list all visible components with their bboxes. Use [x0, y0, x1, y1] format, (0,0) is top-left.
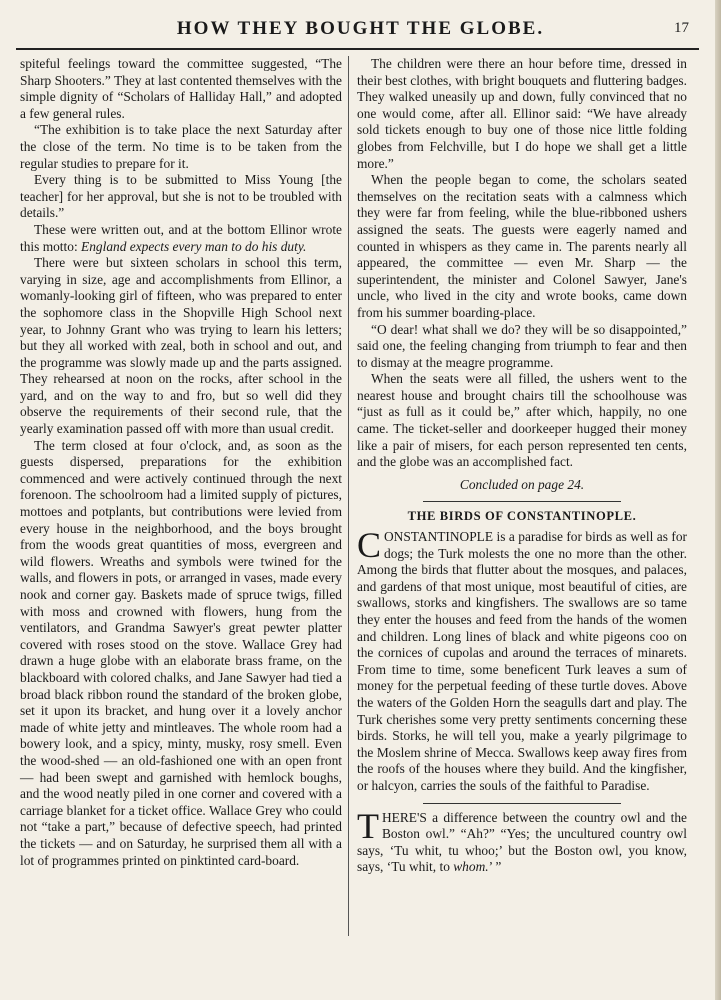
paragraph: When the seats were all filled, the ushers went to the nearest house and brought chairs till the schoolhouse was “just as full as it could be,” after which, happily, no one came. The ticket-seller and doorkeeper hugged their money like a pair of misers, for each person represented ten cents, and the globe was an accomplished fact. — [357, 371, 687, 470]
drop-cap: T — [357, 805, 379, 846]
paragraph: There were but sixteen scholars in school this term, varying in size, age and accomplishments from Ellinor, a womanly-looking girl of fifteen, who was prepared to enter the sophomore class in the Shopville High School next year, to Johnny Grant who was trying to learn his letters; but they all worked with zeal, both in school and out, and the programme was slowly made up and the parts assigned. They rehearsed at noon on the rocks, after school in the yard, and on the way to and fro, but so well did they observe the requirements of their second rule, that the yearly examination passed off with more than usual credit. — [20, 255, 342, 437]
right-column — [357, 56, 687, 876]
birds-article — [357, 525, 687, 795]
column-divider — [348, 56, 349, 936]
paragraph: The children were there an hour before time, dressed in their best clothes, with bright bouquets and fluttering badges. They walked uneasily up and down, fully convinced that no one would come, after all. Ellinor said: “We have already sold tickets enough to buy one of those nice little folding globes from Felchville, but I do hope we shall get a little more.” — [357, 56, 687, 171]
paragraph: When the people began to come, the scholars seated themselves on the recitation seats with a calmness which they were far from feeling, while the blue-ribboned ushers assigned the seats. The guests were eagerly named and counted in whispers as they came in. The parents nearly all appeared, the committee — even Mr. Sharp — the superintendent, the minister and Colonel Sawyer, Jane's uncle, who lived in the city and wrote books, came down from his summer boarding-place. — [357, 172, 687, 320]
page-header — [0, 18, 721, 46]
paragraph — [20, 222, 342, 255]
anecdote-text-end: ’ ” — [488, 859, 502, 875]
section-divider — [423, 501, 621, 502]
page-edge — [715, 0, 721, 1000]
continuation-note: Concluded on page 24. — [459, 476, 585, 492]
paragraph: Every thing is to be submitted to Miss Young [the teacher] for her approval, but she is not to be troubled with details.” — [20, 172, 342, 221]
header-rule — [16, 48, 699, 50]
anecdote-text: HERE'S a difference between the country owl and the Boston owl.” “Ah?” “Yes; the uncultured country owl says, ‘Tu whit, tu whoo;’ but the Boston owl, you know, says, ‘Tu whit, to — [357, 809, 687, 875]
paragraph: “The exhibition is to take place the next Saturday after the close of the term. No time is to be taken from the regular studies to prepare for it. — [20, 122, 342, 171]
paragraph-text: These were written out, and at the bottom Ellinor wrote this motto: — [20, 221, 342, 254]
paragraph: spiteful feelings toward the committee suggested, “The Sharp Shooters.” They at last contented themselves with the simple dignity of “Scholars of Halliday Hall,” and adopted a few general rules. — [20, 56, 342, 121]
left-column — [20, 56, 342, 869]
paragraph: “O dear! what shall we do? they will be so disappointed,” said one, the feeling changing from triumph to fear and then to dismay at the meagre programme. — [357, 321, 687, 370]
motto: England expects every man to do his duty. — [81, 238, 307, 254]
section-divider — [423, 803, 621, 804]
article-text: ONSTANTINOPLE is a paradise for birds as well as for dogs; the Turk molests the one no more than the other. Among the birds that flutter about the mosques, and palaces, and gardens of that most unique, most beautiful of cities, are swallows, storks and kingfishers. The swallows are so tame they enter the houses and feed from the hands of the women and children. Long lines of black and white pigeons coo on the cornices of cupolas and around the terraces of minarets. From time to time, some beneficent Turk leaves a sum of money for the perpetual feeding of these turtle doves. Above the waters of the Golden Horn the seagulls dart and play. The Turk cherishes some very pretty sentiments concerning these birds. Storks, he will tell you, make a yearly pilgrimage to the Moslem shrine of Mecca. Swallows keep away fires from the roofs of the houses where they build. And the kingfisher, or halcyon, carries the souls of the faithful to Paradise. — [357, 529, 687, 793]
paragraph: The term closed at four o'clock, and, as soon as the guests dispersed, preparations for the exhibition commenced and were actively continued through the next forenoon. The schoolroom had a limited supply of pictures, mottoes and potplants, but contributions were levied from every house in the neighborhood, and the boys brought from the woods great quantities of moss, evergreen and wild flowers. Wreaths and symbols were twined for the walls, and flowers in pots, or arranged in vases, made every nook and corner gay. Baskets made of spruce twigs, filled with moss and crowned with flowers, hung from the ventilators, and Grandma Sawyer's great pewter platter covered with roses stood on the stove. Wallace Grey had drawn a huge globe with an elaborate brass frame, on the blackboard with colored chalks, and Jane Sawyer had tied a broad black ribbon round the standard of the broken globe, set it upon its bracket, and hung over it a lovely anchor made of white jetty and mintleaves. The whole room had a bowery look, and a spicy, minty, musky, rosy smell. Even the wood-shed — an old-fashioned one with an open front — had been swept and garnished with hemlock boughs, and the wood neatly piled in one corner and covered with a carriage blanket for a ticket office. Wallace Grey who could not “take a part,” because of defective speech, had printed the tickets — and on Saturday, he surprised them all with a lot of programmes printed on pinktinted card-board. — [20, 437, 342, 868]
running-title: HOW THEY BOUGHT THE GLOBE. — [176, 18, 545, 39]
section-title: THE BIRDS OF CONSTANTINOPLE. — [407, 509, 637, 524]
owl-anecdote — [357, 805, 687, 876]
emphasis-text: whom. — [453, 859, 489, 875]
drop-cap: C — [357, 525, 382, 566]
page-number: 17 — [674, 20, 689, 36]
